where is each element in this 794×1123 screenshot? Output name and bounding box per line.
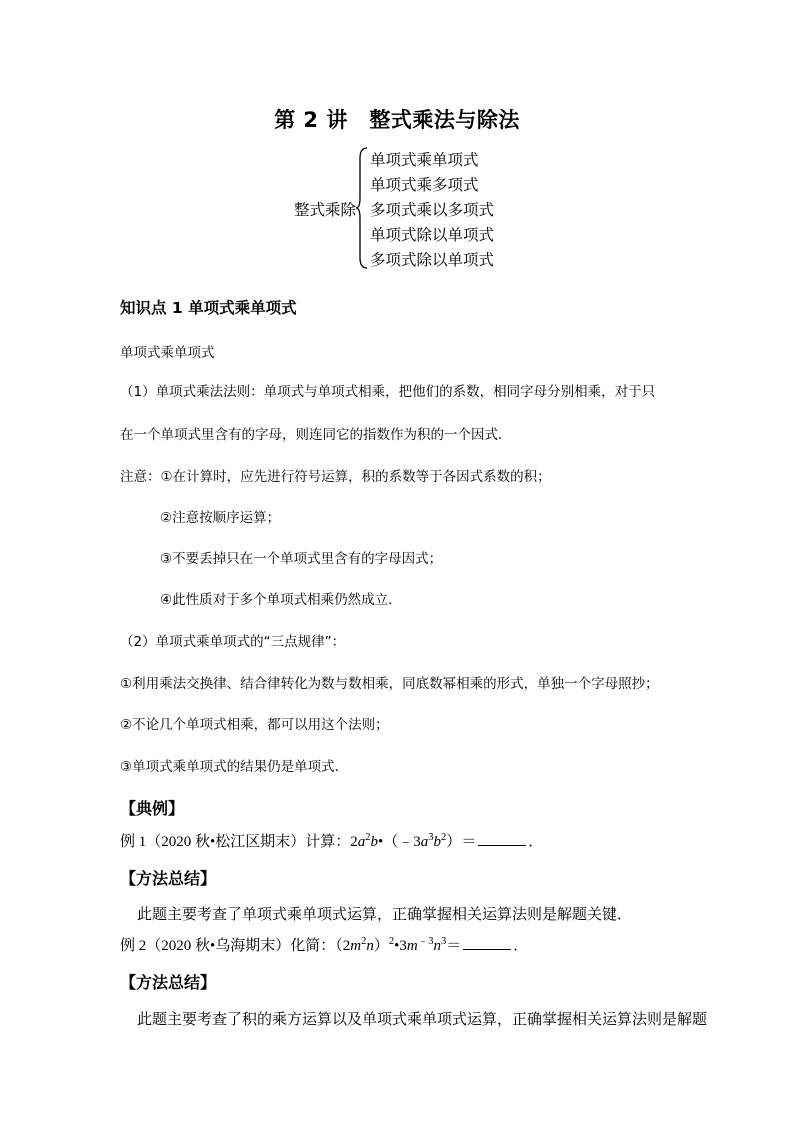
tree-item: 单项式乘单项式 bbox=[370, 151, 479, 169]
note-2: ②注意按顺序运算； bbox=[160, 510, 281, 526]
law-title: （2）单项式乘单项式的“三点规律”： bbox=[120, 634, 346, 650]
rule-line-1: （1）单项式乘法法则：单项式与单项式相乘，把他们的系数，相同字母分别相乘，对于只 bbox=[120, 384, 656, 400]
left-brace-icon bbox=[355, 146, 369, 270]
law-1: ①利用乘法交换律、结合律转化为数与数相乘，同底数幂相乘的形式，单独一个字母照抄； bbox=[120, 676, 659, 692]
tree-item: 单项式除以单项式 bbox=[370, 226, 495, 244]
example-2: 例 2（2020 秋•乌海期末）化简：$(2m^2n)^2•3m^{﹣3}n^3=$ ． bbox=[120, 936, 529, 954]
method-summary-text: 此题主要考查了积的乘方运算以及单项式乘单项式运算，正确掌握相关运算法则是解题 bbox=[137, 1010, 708, 1028]
answer-blank[interactable] bbox=[463, 937, 511, 950]
tree-item: 多项式乘以多项式 bbox=[370, 201, 495, 219]
note-1: 注意：①在计算时，应先进行符号运算，积的系数等于各因式系数的积； bbox=[120, 469, 551, 485]
rule-line-2: 在一个单项式里含有的字母，则连同它的指数作为积的一个因式． bbox=[120, 427, 512, 443]
sub-heading: 单项式乘单项式 bbox=[120, 345, 215, 361]
section-heading: 知识点 1 单项式乘单项式 bbox=[120, 299, 297, 317]
note-4: ④此性质对于多个单项式相乘仍然成立． bbox=[160, 592, 402, 608]
law-2: ②不论几个单项式相乘，都可以用这个法则； bbox=[120, 717, 389, 733]
examples-heading: 【典例】 bbox=[120, 799, 185, 818]
example-1: 例 1（2020 秋•松江区期末）计算：$2a^2b•(﹣3a^3b^2)=$ ． bbox=[120, 832, 544, 850]
tree-root-label: 整式乘除 bbox=[294, 201, 357, 219]
note-3: ③不要丢掉只在一个单项式里含有的字母因式； bbox=[160, 551, 443, 567]
method-summary-heading: 【方法总结】 bbox=[120, 973, 217, 992]
page-title: 第 2 讲 整式乘法与除法 bbox=[274, 108, 520, 132]
method-summary-heading: 【方法总结】 bbox=[120, 869, 217, 888]
law-3: ③单项式乘单项式的结果仍是单项式． bbox=[120, 759, 349, 775]
answer-blank[interactable] bbox=[478, 833, 526, 846]
method-summary-text: 此题主要考查了单项式乘单项式运算，正确掌握相关运算法则是解题关键． bbox=[137, 905, 633, 923]
tree-item: 多项式除以单项式 bbox=[370, 251, 495, 269]
tree-item: 单项式乘多项式 bbox=[370, 176, 479, 194]
